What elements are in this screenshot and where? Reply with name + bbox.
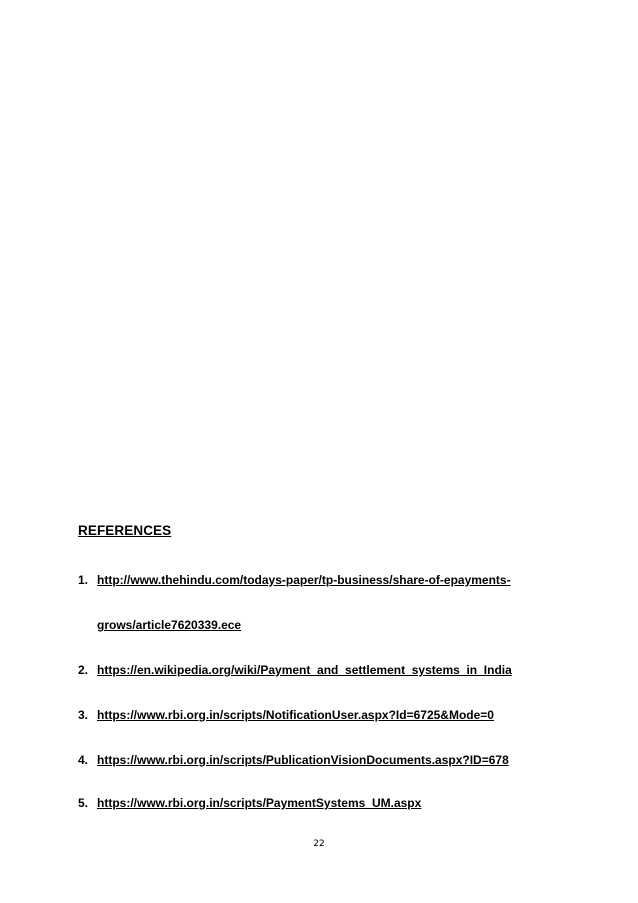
reference-link-continuation[interactable]: grows/article7620339.ece [97,618,242,632]
page-number: 22 [313,839,325,849]
reference-link[interactable]: https://www.rbi.org.in/scripts/NotificationUser.aspx?Id=6725&Mode=0 [97,708,494,722]
reference-link[interactable]: https://en.wikipedia.org/wiki/Payment_and_settlement_systems_in_India [97,663,512,677]
reference-number: 2. [78,663,89,677]
reference-link[interactable]: https://www.rbi.org.in/scripts/PublicationVisionDocuments.aspx?ID=678 [97,753,509,767]
reference-number: 5. [78,796,89,810]
reference-link[interactable]: https://www.rbi.org.in/scripts/PaymentSystems_UM.aspx [97,796,422,810]
reference-number: 1. [78,573,89,587]
reference-number: 3. [78,708,89,722]
reference-number: 4. [78,753,89,767]
reference-link[interactable]: http://www.thehindu.com/todays-paper/tp-business/share-of-epayments- [97,573,511,587]
references-heading: REFERENCES [78,523,172,538]
